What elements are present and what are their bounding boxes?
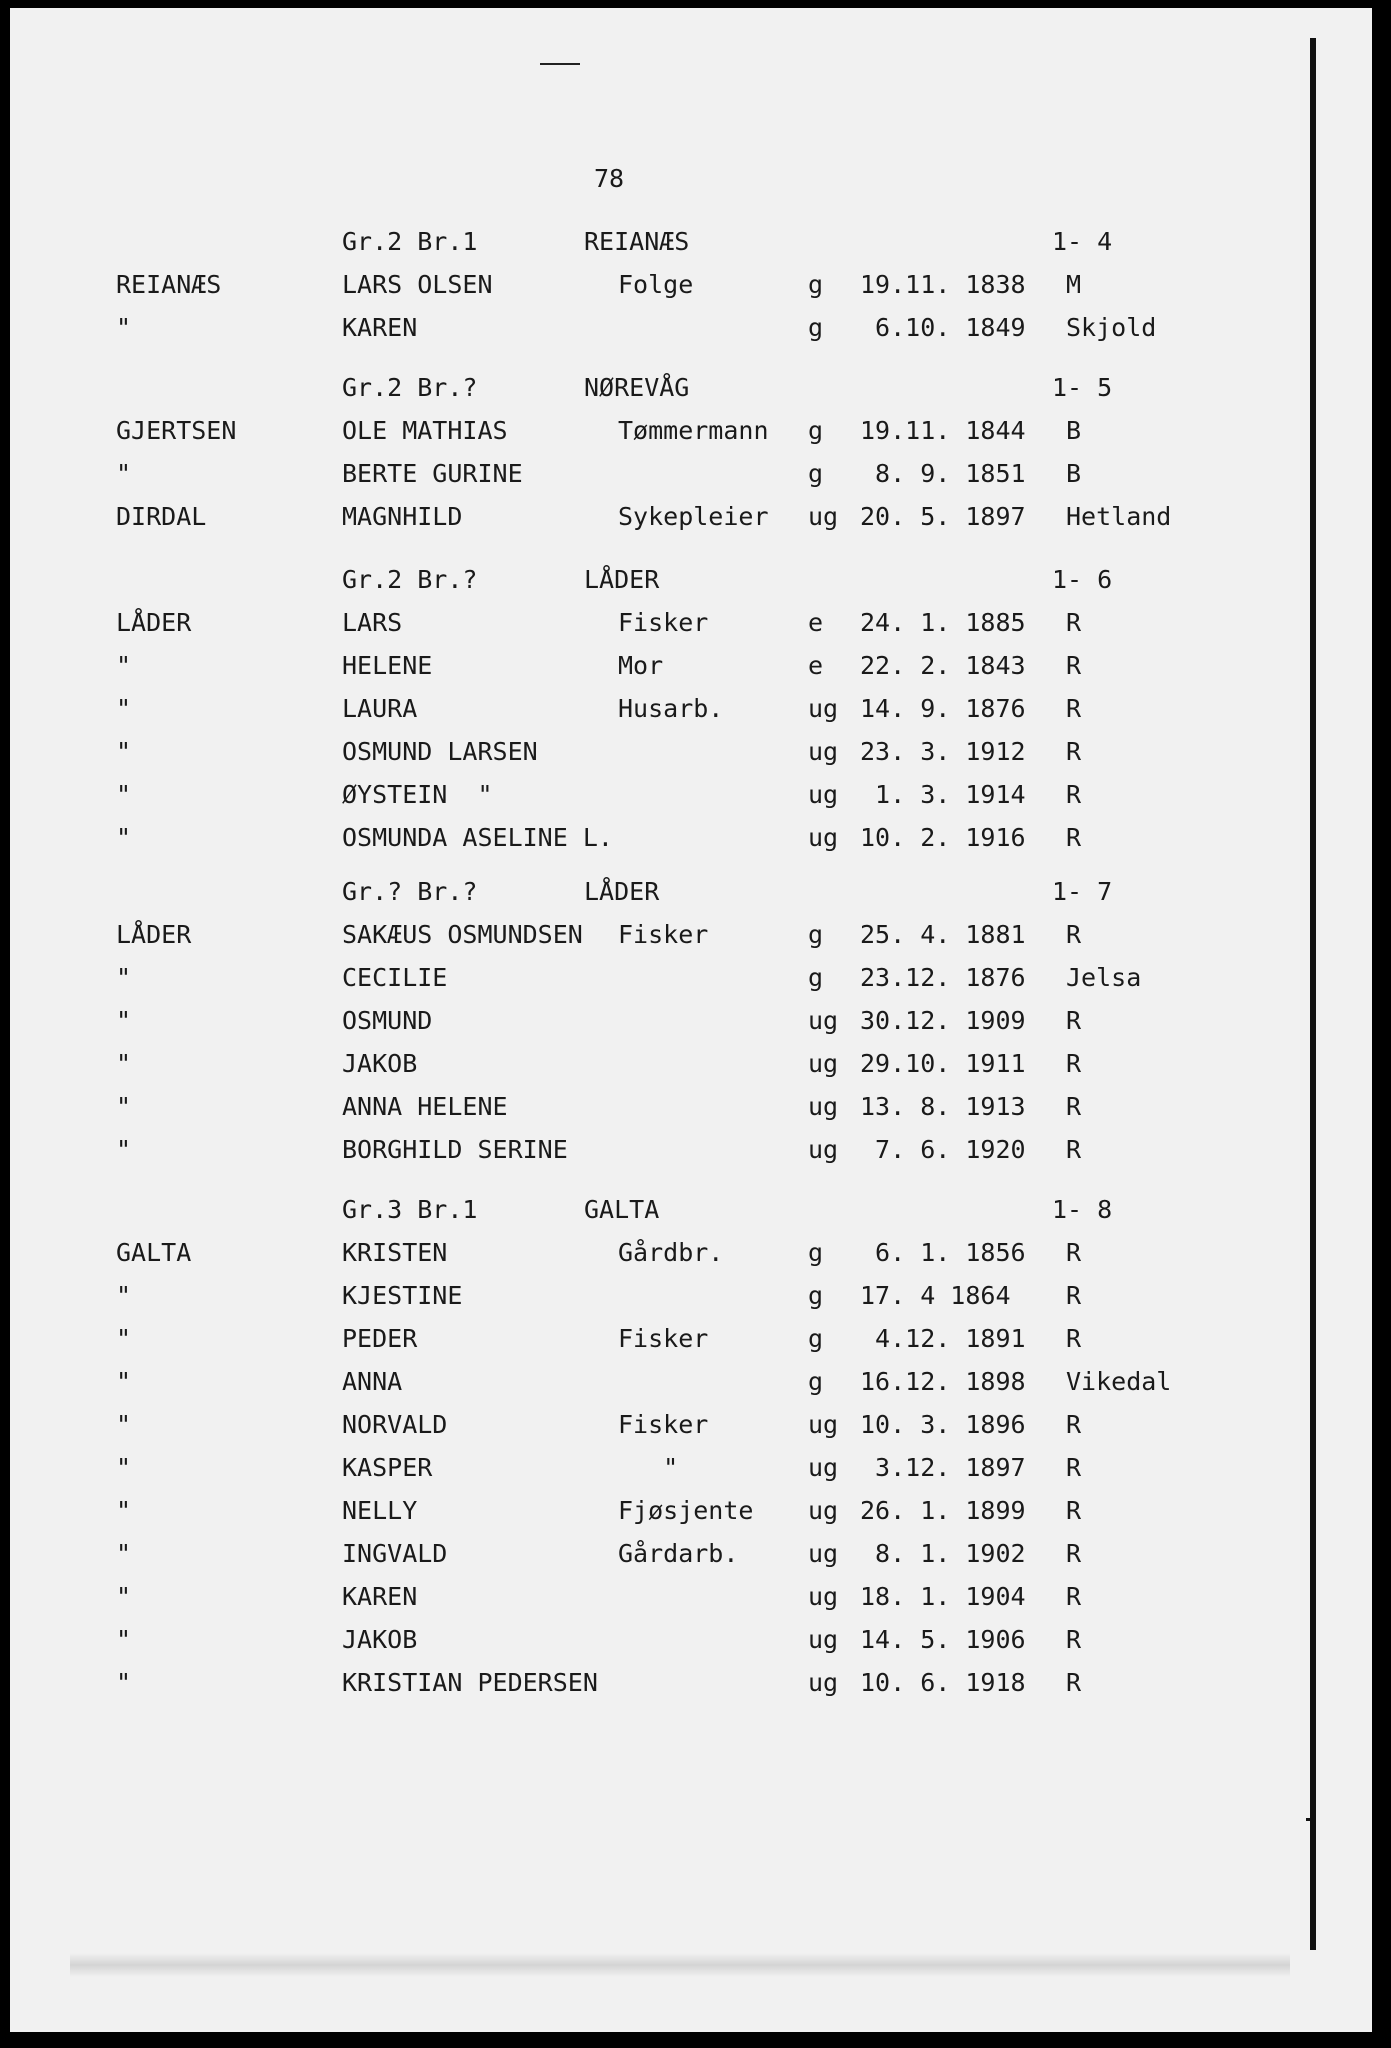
status-cell: ug <box>808 502 839 531</box>
farm-name: REIANÆS <box>584 227 690 256</box>
birth-date-cell: 10. 6. 1918 <box>860 1668 1026 1697</box>
name-cell: INGVALD <box>342 1539 448 1568</box>
name-cell: MAGNHILD <box>342 502 463 531</box>
table-row <box>10 1448 1372 1488</box>
table-row <box>10 775 1372 815</box>
surname-cell: GJERTSEN <box>116 416 237 445</box>
status-cell: ug <box>808 1092 839 1121</box>
birth-date-cell: 19.11. 1844 <box>860 416 1026 445</box>
table-row <box>10 818 1372 858</box>
gr-br-label: Gr.? Br.? <box>342 877 478 906</box>
status-cell: g <box>808 270 824 299</box>
status-cell: g <box>808 1281 824 1310</box>
table-row <box>10 1663 1372 1703</box>
surname-cell: " <box>116 1496 132 1525</box>
table-row <box>10 689 1372 729</box>
name-cell: HELENE <box>342 651 433 680</box>
surname-cell: " <box>116 1135 132 1164</box>
table-row <box>10 1233 1372 1273</box>
table-row <box>10 732 1372 772</box>
status-cell: ug <box>808 780 839 809</box>
farm-name: GALTA <box>584 1195 660 1224</box>
occupation-cell: Fisker <box>618 608 709 637</box>
name-cell: LARS OLSEN <box>342 270 493 299</box>
farm-name: NØREVÅG <box>584 373 690 402</box>
surname-cell: REIANÆS <box>116 270 222 299</box>
status-cell: g <box>808 1238 824 1267</box>
section-header <box>10 368 1372 408</box>
gr-br-label: Gr.2 Br.? <box>342 373 478 402</box>
name-cell: KAREN <box>342 1582 418 1611</box>
status-cell: ug <box>808 1625 839 1654</box>
table-row <box>10 1620 1372 1660</box>
surname-cell: " <box>116 1006 132 1035</box>
birth-date-cell: 13. 8. 1913 <box>860 1092 1026 1121</box>
section-header <box>10 560 1372 600</box>
occupation-cell: Fjøsjente <box>618 1496 754 1525</box>
name-cell: LARS <box>342 608 403 637</box>
birthplace-cell: Hetland <box>1066 502 1172 531</box>
name-cell: JAKOB <box>342 1625 418 1654</box>
status-cell: ug <box>808 1049 839 1078</box>
table-row <box>10 958 1372 998</box>
document-page <box>10 8 1372 2032</box>
table-row <box>10 1130 1372 1170</box>
surname-cell: GALTA <box>116 1238 192 1267</box>
birth-date-cell: 22. 2. 1843 <box>860 651 1026 680</box>
status-cell: g <box>808 459 824 488</box>
table-row <box>10 411 1372 451</box>
birthplace-cell: R <box>1066 1092 1082 1121</box>
status-cell: g <box>808 963 824 992</box>
page-number: 78 <box>594 164 625 193</box>
birthplace-cell: Vikedal <box>1066 1367 1172 1396</box>
status-cell: ug <box>808 1453 839 1482</box>
birth-date-cell: 29.10. 1911 <box>860 1049 1026 1078</box>
top-dash-mark <box>540 63 580 65</box>
birth-date-cell: 17. 4 1864 <box>860 1281 1011 1310</box>
status-cell: ug <box>808 737 839 766</box>
birthplace-cell: R <box>1066 1281 1082 1310</box>
section-header <box>10 222 1372 262</box>
name-cell: NELLY <box>342 1496 418 1525</box>
name-cell: NORVALD <box>342 1410 448 1439</box>
occupation-cell: Fisker <box>618 1324 709 1353</box>
birthplace-cell: R <box>1066 1410 1082 1439</box>
status-cell: g <box>808 1367 824 1396</box>
name-cell: KRISTEN <box>342 1238 448 1267</box>
birth-date-cell: 10. 3. 1896 <box>860 1410 1026 1439</box>
surname-cell: " <box>116 1453 132 1482</box>
status-cell: ug <box>808 1410 839 1439</box>
status-cell: g <box>808 313 824 342</box>
birth-date-cell: 8. 1. 1902 <box>860 1539 1026 1568</box>
reference-number: 1- 7 <box>1052 877 1113 906</box>
status-cell: ug <box>808 694 839 723</box>
name-cell: KAREN <box>342 313 418 342</box>
status-cell: e <box>808 608 824 637</box>
surname-cell: LÅDER <box>116 920 192 949</box>
name-cell: PEDER <box>342 1324 418 1353</box>
birth-date-cell: 6.10. 1849 <box>860 313 1026 342</box>
name-cell: OSMUNDA ASELINE L. <box>342 823 613 852</box>
status-cell: ug <box>808 1135 839 1164</box>
reference-number: 1- 6 <box>1052 565 1113 594</box>
table-row <box>10 1362 1372 1402</box>
birthplace-cell: R <box>1066 1324 1082 1353</box>
occupation-cell: Gårdbr. <box>618 1238 724 1267</box>
birth-date-cell: 14. 5. 1906 <box>860 1625 1026 1654</box>
surname-cell: " <box>116 1092 132 1121</box>
surname-cell: " <box>116 1582 132 1611</box>
table-row <box>10 308 1372 348</box>
status-cell: e <box>808 651 824 680</box>
birth-date-cell: 14. 9. 1876 <box>860 694 1026 723</box>
table-row <box>10 454 1372 494</box>
surname-cell: " <box>116 737 132 766</box>
birthplace-cell: B <box>1066 459 1082 488</box>
birth-date-cell: 20. 5. 1897 <box>860 502 1026 531</box>
surname-cell: " <box>116 313 132 342</box>
table-row <box>10 603 1372 643</box>
farm-name: LÅDER <box>584 877 660 906</box>
status-cell: ug <box>808 1668 839 1697</box>
surname-cell: " <box>116 1367 132 1396</box>
birth-date-cell: 16.12. 1898 <box>860 1367 1026 1396</box>
birth-date-cell: 25. 4. 1881 <box>860 920 1026 949</box>
gr-br-label: Gr.2 Br.1 <box>342 227 478 256</box>
birthplace-cell: Skjold <box>1066 313 1157 342</box>
birth-date-cell: 4.12. 1891 <box>860 1324 1026 1353</box>
name-cell: SAKÆUS OSMUNDSEN <box>342 920 583 949</box>
name-cell: OSMUND LARSEN <box>342 737 538 766</box>
section-header <box>10 872 1372 912</box>
occupation-cell: Tømmermann <box>618 416 769 445</box>
birth-date-cell: 23. 3. 1912 <box>860 737 1026 766</box>
table-row <box>10 646 1372 686</box>
occupation-cell: Sykepleier <box>618 502 769 531</box>
birthplace-cell: R <box>1066 1453 1082 1482</box>
birth-date-cell: 8. 9. 1851 <box>860 459 1026 488</box>
surname-cell: DIRDAL <box>116 502 207 531</box>
table-row <box>10 1044 1372 1084</box>
birthplace-cell: R <box>1066 1006 1082 1035</box>
name-cell: ANNA HELENE <box>342 1092 508 1121</box>
birth-date-cell: 30.12. 1909 <box>860 1006 1026 1035</box>
name-cell: ØYSTEIN " <box>342 780 493 809</box>
birthplace-cell: Jelsa <box>1066 963 1142 992</box>
name-cell: BERTE GURINE <box>342 459 523 488</box>
table-row <box>10 1319 1372 1359</box>
farm-name: LÅDER <box>584 565 660 594</box>
surname-cell: LÅDER <box>116 608 192 637</box>
name-cell: LAURA <box>342 694 418 723</box>
reference-number: 1- 4 <box>1052 227 1113 256</box>
name-cell: ANNA <box>342 1367 403 1396</box>
birth-date-cell: 18. 1. 1904 <box>860 1582 1026 1611</box>
birthplace-cell: M <box>1066 270 1082 299</box>
section-header <box>10 1190 1372 1230</box>
occupation-cell: Mor <box>618 651 664 680</box>
table-row <box>10 1491 1372 1531</box>
birthplace-cell: R <box>1066 608 1082 637</box>
status-cell: ug <box>808 1496 839 1525</box>
table-row <box>10 1534 1372 1574</box>
birth-date-cell: 7. 6. 1920 <box>860 1135 1026 1164</box>
table-row <box>10 1405 1372 1445</box>
table-row <box>10 497 1372 537</box>
birthplace-cell: R <box>1066 920 1082 949</box>
birth-date-cell: 3.12. 1897 <box>860 1453 1026 1482</box>
birthplace-cell: R <box>1066 737 1082 766</box>
gr-br-label: Gr.2 Br.? <box>342 565 478 594</box>
table-row <box>10 1276 1372 1316</box>
surname-cell: " <box>116 694 132 723</box>
surname-cell: " <box>116 963 132 992</box>
occupation-cell: " <box>618 1453 679 1482</box>
surname-cell: " <box>116 1410 132 1439</box>
status-cell: ug <box>808 1006 839 1035</box>
status-cell: ug <box>808 823 839 852</box>
occupation-cell: Folge <box>618 270 694 299</box>
surname-cell: " <box>116 1668 132 1697</box>
table-row <box>10 1001 1372 1041</box>
birthplace-cell: R <box>1066 1668 1082 1697</box>
status-cell: g <box>808 1324 824 1353</box>
name-cell: JAKOB <box>342 1049 418 1078</box>
birth-date-cell: 1. 3. 1914 <box>860 780 1026 809</box>
birth-date-cell: 10. 2. 1916 <box>860 823 1026 852</box>
birth-date-cell: 23.12. 1876 <box>860 963 1026 992</box>
birthplace-cell: B <box>1066 416 1082 445</box>
birthplace-cell: R <box>1066 780 1082 809</box>
surname-cell: " <box>116 651 132 680</box>
birthplace-cell: R <box>1066 1539 1082 1568</box>
name-cell: KRISTIAN PEDERSEN <box>342 1668 598 1697</box>
birthplace-cell: R <box>1066 694 1082 723</box>
birthplace-cell: R <box>1066 1135 1082 1164</box>
birth-date-cell: 26. 1. 1899 <box>860 1496 1026 1525</box>
reference-number: 1- 8 <box>1052 1195 1113 1224</box>
name-cell: KJESTINE <box>342 1281 463 1310</box>
right-corner-mark <box>1306 1818 1316 1821</box>
birth-date-cell: 19.11. 1838 <box>860 270 1026 299</box>
name-cell: OSMUND <box>342 1006 433 1035</box>
name-cell: KASPER <box>342 1453 433 1482</box>
table-row <box>10 1087 1372 1127</box>
table-row <box>10 265 1372 305</box>
status-cell: g <box>808 920 824 949</box>
status-cell: g <box>808 416 824 445</box>
surname-cell: " <box>116 1539 132 1568</box>
table-row <box>10 1577 1372 1617</box>
table-row <box>10 915 1372 955</box>
surname-cell: " <box>116 1324 132 1353</box>
reference-number: 1- 5 <box>1052 373 1113 402</box>
surname-cell: " <box>116 823 132 852</box>
surname-cell: " <box>116 459 132 488</box>
birthplace-cell: R <box>1066 651 1082 680</box>
occupation-cell: Fisker <box>618 920 709 949</box>
status-cell: ug <box>808 1582 839 1611</box>
birthplace-cell: R <box>1066 1625 1082 1654</box>
surname-cell: " <box>116 1625 132 1654</box>
surname-cell: " <box>116 1049 132 1078</box>
surname-cell: " <box>116 1281 132 1310</box>
occupation-cell: Fisker <box>618 1410 709 1439</box>
bottom-scan-smudge <box>70 1953 1290 1977</box>
name-cell: CECILIE <box>342 963 448 992</box>
surname-cell: " <box>116 780 132 809</box>
name-cell: OLE MATHIAS <box>342 416 508 445</box>
birthplace-cell: R <box>1066 823 1082 852</box>
birth-date-cell: 6. 1. 1856 <box>860 1238 1026 1267</box>
birthplace-cell: R <box>1066 1049 1082 1078</box>
occupation-cell: Husarb. <box>618 694 724 723</box>
birthplace-cell: R <box>1066 1582 1082 1611</box>
gr-br-label: Gr.3 Br.1 <box>342 1195 478 1224</box>
birth-date-cell: 24. 1. 1885 <box>860 608 1026 637</box>
occupation-cell: Gårdarb. <box>618 1539 739 1568</box>
birthplace-cell: R <box>1066 1238 1082 1267</box>
status-cell: ug <box>808 1539 839 1568</box>
name-cell: BORGHILD SERINE <box>342 1135 568 1164</box>
birthplace-cell: R <box>1066 1496 1082 1525</box>
